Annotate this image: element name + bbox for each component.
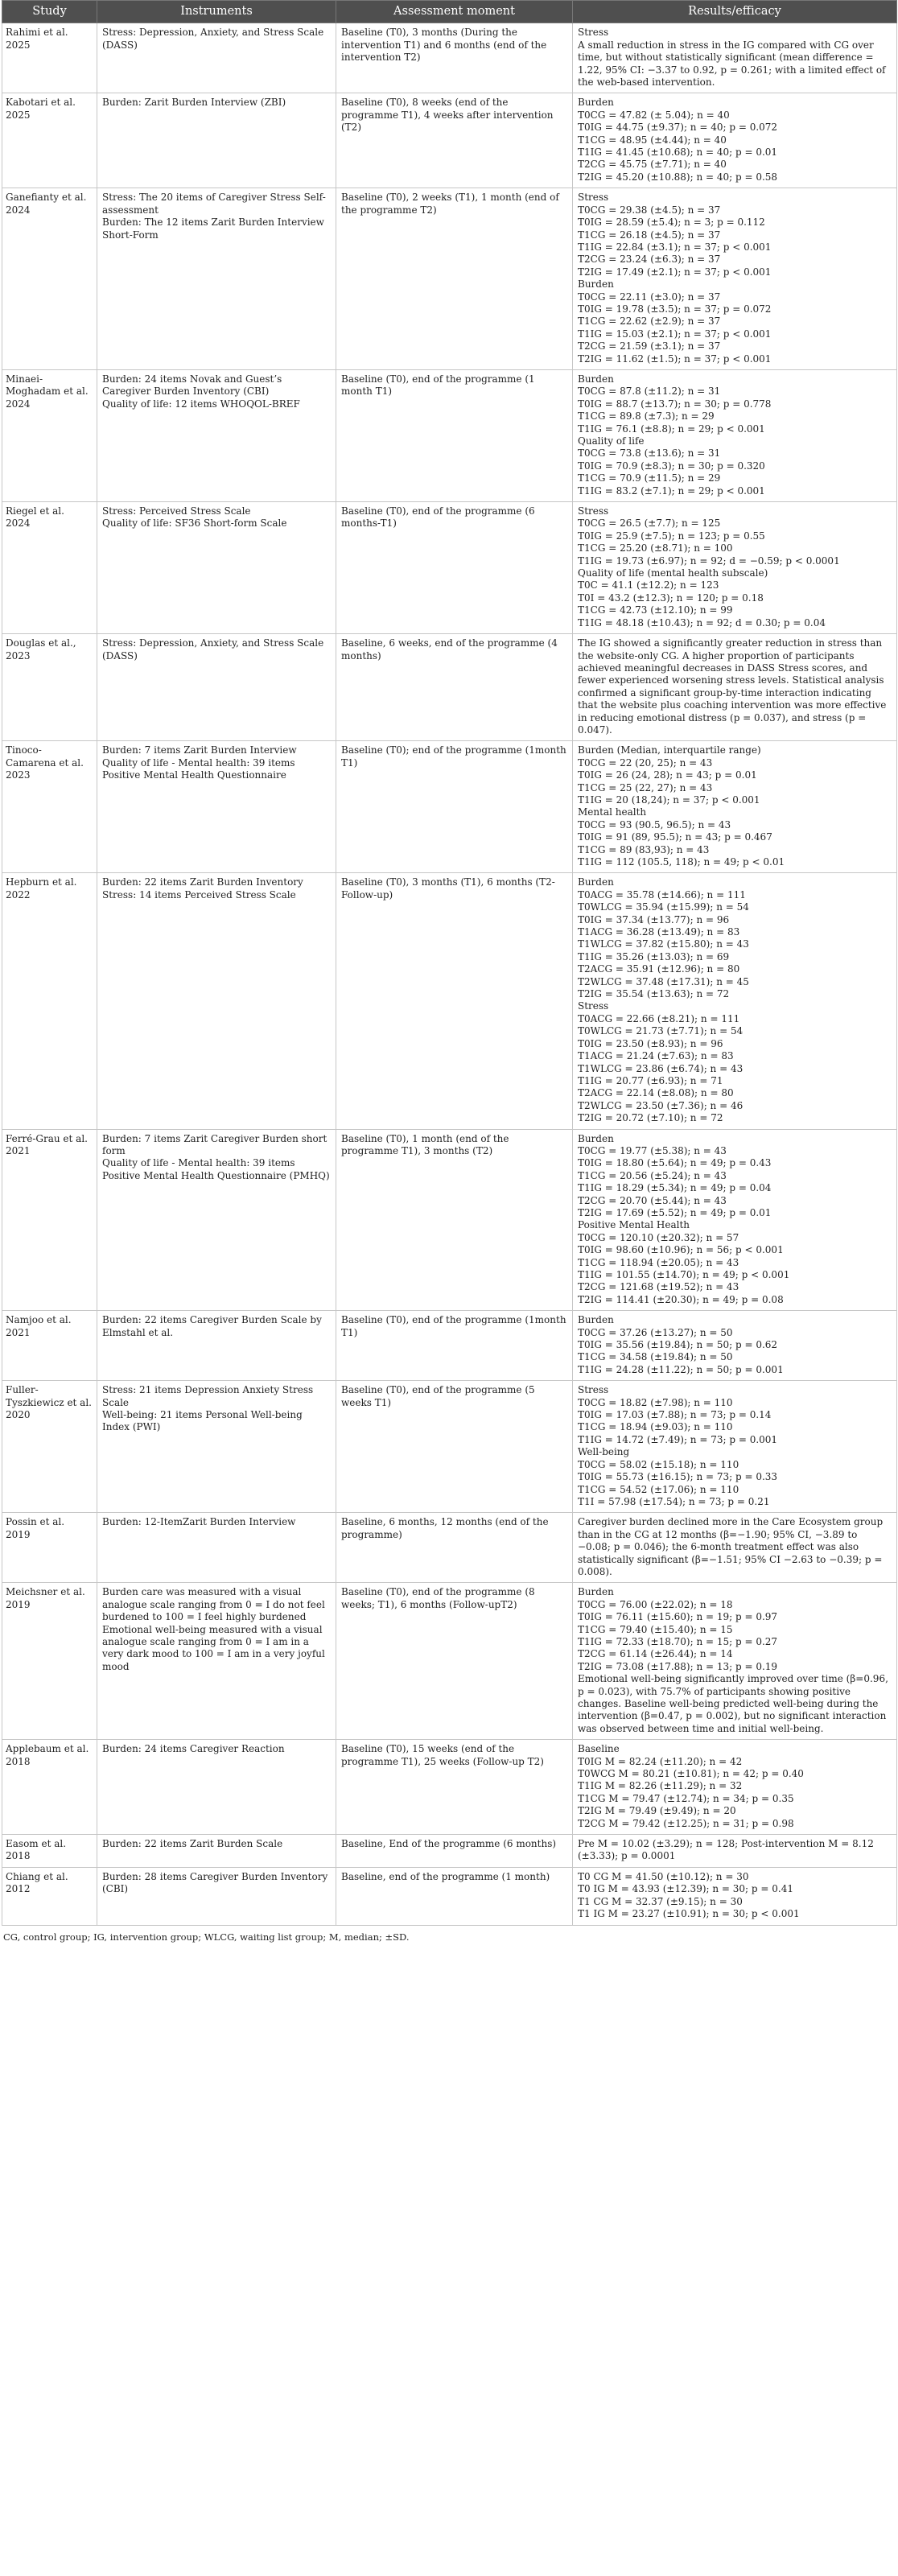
result-line: T2IG = 45.20 (±10.88); n = 40; p = 0.58 [578, 171, 778, 183]
result-line: T1CG = 48.95 (±4.44); n = 40 [578, 134, 727, 146]
result-line: T1IG = 41.45 (±10.68); n = 40; p = 0.01 [578, 146, 778, 159]
result-line: T0CG = 47.82 (± 5.04); n = 40 [578, 109, 730, 121]
result-line: T1CG = 20.56 (±5.24); n = 43 [578, 1169, 727, 1181]
instruments-cell [97, 1311, 336, 1381]
result-line: T0CG = 19.77 (±5.38); n = 43 [578, 1144, 727, 1156]
header-row [2, 1, 897, 23]
table-row [2, 1583, 897, 1740]
instruments-cell [97, 634, 336, 741]
result-line: T1IG = 19.73 (±6.97); n = 92; d = −0.59; p < 0.0001 [578, 554, 840, 567]
assessment-cell: Baseline (T0), 3 months (T1), 6 months (T2-Follow-up) [336, 873, 573, 1129]
result-line: T0WLCG = 21.73 (±7.71); n = 54 [578, 1025, 744, 1037]
results-cell [573, 1129, 897, 1311]
result-line: Baseline [578, 1743, 620, 1755]
study-cell: Meichsner et al. 2019 [2, 1583, 97, 1740]
instrument-line: Burden: 22 items Caregiver Burden Scale by Elmstahl et al. [102, 1314, 322, 1338]
result-line: T2CG M = 79.42 (±12.25); n = 31; p = 0.98 [578, 1817, 794, 1829]
results-cell [573, 1583, 897, 1740]
result-line: T0IG = 70.9 (±8.3); n = 30; p = 0.320 [578, 460, 765, 472]
result-line: T0IG = 37.34 (±13.77); n = 96 [578, 913, 730, 925]
results-cell [573, 369, 897, 501]
results-cell [573, 1740, 897, 1835]
table-row [2, 1129, 897, 1311]
instrument-line: Stress: The 20 items of Caregiver Stress Self-assessment [102, 192, 326, 216]
table-row [2, 873, 897, 1129]
result-line: T1CG = 42.73 (±12.10); n = 99 [578, 604, 733, 616]
results-cell [573, 502, 897, 634]
instruments-cell [97, 188, 336, 370]
result-line: Burden [578, 278, 614, 291]
table-row [2, 634, 897, 741]
result-line: T2IG = 73.08 (±17.88); n = 13; p = 0.19 [578, 1660, 778, 1672]
assessment-cell: Baseline, End of the programme (6 months) [336, 1835, 573, 1868]
result-line: T2WLCG = 23.50 (±7.36); n = 46 [578, 1099, 744, 1111]
result-line: T2CG = 21.59 (±3.1); n = 37 [578, 340, 721, 352]
instruments-cell [97, 1867, 336, 1925]
result-line: T1CG = 25.20 (±8.71); n = 100 [578, 542, 733, 554]
result-line: T2CG = 61.14 (±26.44); n = 14 [578, 1648, 733, 1660]
instruments-cell [97, 502, 336, 634]
result-line: T1CG = 18.94 (±9.03); n = 110 [578, 1421, 733, 1433]
assessment-cell: Baseline (T0), end of the programme (1 month T1) [336, 369, 573, 501]
study-cell: Easom et al. 2018 [2, 1835, 97, 1868]
result-line: Stress [578, 192, 609, 204]
instrument-line: Burden: 24 items Novak and Guest’s Caregiver Burden Inventory (CBI) [102, 373, 282, 398]
study-cell: Minaei-Moghadam et al. 2024 [2, 369, 97, 501]
result-line: T2WLCG = 37.48 (±17.31); n = 45 [578, 975, 749, 987]
result-line: T1IG = 83.2 (±7.1); n = 29; p < 0.001 [578, 484, 765, 497]
instrument-line: Stress: 21 items Depression Anxiety Stress Scale [102, 1384, 314, 1408]
assessment-cell: Baseline (T0), end of the programme (6 months-T1) [336, 502, 573, 634]
result-line: T1WLCG = 37.82 (±15.80); n = 43 [578, 938, 749, 950]
assessment-cell: Baseline, 6 months, 12 months (end of the programme) [336, 1513, 573, 1583]
study-cell: Ferré-Grau et al. 2021 [2, 1129, 97, 1311]
result-line: T2IG = 17.69 (±5.52); n = 49; p = 0.01 [578, 1206, 772, 1218]
study-cell: Tinoco-Camarena et al. 2023 [2, 741, 97, 873]
result-line: T2IG = 17.49 (±2.1); n = 37; p < 0.001 [578, 266, 772, 278]
result-line: T0IG = 19.78 (±3.5); n = 37; p = 0.072 [578, 303, 772, 315]
result-line: T1ACG = 21.24 (±7.63); n = 83 [578, 1050, 734, 1062]
result-line: Burden [578, 1586, 614, 1598]
result-line: T2CG = 23.24 (±6.3); n = 37 [578, 253, 721, 266]
result-line: T2IG = 11.62 (±1.5); n = 37; p < 0.001 [578, 352, 772, 365]
study-cell: Kabotari et al. 2025 [2, 93, 97, 188]
result-line: T0 CG M = 41.50 (±10.12); n = 30 [578, 1870, 749, 1882]
result-line: T0CG = 37.26 (±13.27); n = 50 [578, 1326, 733, 1338]
result-line: T1IG = 76.1 (±8.8); n = 29; p < 0.001 [578, 422, 765, 435]
result-line: Mental health [578, 806, 647, 818]
result-line: T0IG = 28.59 (±5.4); n = 3; p = 0.112 [578, 216, 765, 229]
result-line: T1IG = 14.72 (±7.49); n = 73; p = 0.001 [578, 1433, 778, 1445]
instrument-line: Burden: 7 items Zarit Caregiver Burden short form [102, 1132, 327, 1156]
result-line: T1CG = 70.9 (±11.5); n = 29 [578, 472, 721, 484]
instruments-cell [97, 369, 336, 501]
study-cell: Fuller-Tyszkiewicz et al. 2020 [2, 1381, 97, 1513]
study-cell: Douglas et al., 2023 [2, 634, 97, 741]
result-line: T0ACG = 35.78 (±14.66); n = 111 [578, 888, 746, 901]
result-line: T0IG = 98.60 (±10.96); n = 56; p < 0.001 [578, 1244, 784, 1256]
result-line: Positive Mental Health [578, 1219, 690, 1231]
result-line: T2CG = 20.70 (±5.44); n = 43 [578, 1194, 727, 1206]
result-line: Quality of life (mental health subscale) [578, 567, 768, 579]
result-line: T0CG = 76.00 (±22.02); n = 18 [578, 1598, 733, 1610]
assessment-cell: Baseline (T0), end of the programme (5 weeks T1) [336, 1381, 573, 1513]
assessment-cell: Baseline (T0), 3 months (During the intervention T1) and 6 months (end of the intervention T2) [336, 23, 573, 93]
results-table [2, 0, 897, 1926]
assessment-cell: Baseline (T0); end of the programme (1month T1) [336, 741, 573, 873]
result-line: T1IG = 101.55 (±14.70); n = 49; p < 0.001 [578, 1269, 790, 1280]
study-cell: Chiang et al. 2012 [2, 1867, 97, 1925]
result-line: T0IG = 44.75 (±9.37); n = 40; p = 0.072 [578, 122, 778, 134]
table-row [2, 1513, 897, 1583]
results-cell [573, 634, 897, 741]
result-line: T1IG = 20.77 (±6.93); n = 71 [578, 1074, 723, 1086]
result-line: Caregiver burden declined more in the Care Ecosystem group than in the CG at 12 months (β=−1.90; 95% CI, −3.89 to −0.08; p = 0.046); the 6-month treatment effect was also statistically significant (β=−1.51; 95% CI −2.63 to −0.39; p = 0.008). [578, 1516, 884, 1577]
table-row [2, 1311, 897, 1381]
result-line: T2ACG = 35.91 (±12.96); n = 80 [578, 963, 740, 975]
results-cell [573, 1835, 897, 1868]
results-cell [573, 873, 897, 1129]
result-line: T0IG = 17.03 (±7.88); n = 73; p = 0.14 [578, 1409, 772, 1421]
result-line: T0CG = 18.82 (±7.98); n = 110 [578, 1396, 733, 1408]
result-line: Stress [578, 27, 609, 39]
result-line: Burden (Median, interquartile range) [578, 744, 761, 756]
result-line: T0WCG M = 80.21 (±10.81); n = 42; p = 0.40 [578, 1768, 804, 1780]
result-line: T0CG = 73.8 (±13.6); n = 31 [578, 447, 721, 460]
header-instruments: Instruments [97, 1, 336, 23]
study-cell: Applebaum et al. 2018 [2, 1740, 97, 1835]
instruments-cell [97, 873, 336, 1129]
result-line: T0IG = 76.11 (±15.60); n = 19; p = 0.97 [578, 1611, 778, 1623]
result-line: T0CG = 29.38 (±4.5); n = 37 [578, 204, 721, 216]
instrument-line: Well-being: 21 items Personal Well-being Index (PWI) [102, 1409, 303, 1433]
instrument-line: Burden: 28 items Caregiver Burden Inventory (CBI) [102, 1870, 328, 1895]
result-line: T1CG = 89 (83,93); n = 43 [578, 843, 710, 855]
instrument-line: Quality of life - Mental health: 39 items Positive Mental Health Questionnaire [102, 756, 295, 781]
instruments-cell [97, 93, 336, 188]
instrument-line: Burden: 12-ItemZarit Burden Interview [102, 1516, 296, 1528]
instruments-cell [97, 1835, 336, 1868]
table-row [2, 1381, 897, 1513]
table-row [2, 23, 897, 93]
header-assessment: Assessment moment [336, 1, 573, 23]
result-line: The IG showed a significantly greater reduction in stress than the website-only CG. A higher proportion of participants achieved meaningful decreases in DASS Stress scores, and fewer experienced worsening stress levels. Statistical analysis confirmed a significant group-by-time interaction indicating that the website plus coaching intervention was more effective in reducing emotional distress (p = 0.037), and stress (p = 0.047). [578, 637, 887, 736]
instrument-line: Burden: 7 items Zarit Burden Interview [102, 744, 297, 756]
result-line: T1CG M = 79.47 (±12.74); n = 34; p = 0.35 [578, 1792, 794, 1804]
result-line: T1IG = 35.26 (±13.03); n = 69 [578, 950, 730, 962]
result-line: T0CG = 26.5 (±7.7); n = 125 [578, 517, 721, 530]
result-line: T0IG = 26 (24, 28); n = 43; p = 0.01 [578, 769, 757, 781]
results-cell [573, 23, 897, 93]
table-row [2, 1835, 897, 1868]
result-line: Burden [578, 1314, 614, 1326]
result-line: T0IG = 25.9 (±7.5); n = 123; p = 0.55 [578, 530, 765, 542]
instruments-cell [97, 1583, 336, 1740]
header-results: Results/efficacy [573, 1, 897, 23]
result-line: T1 CG M = 32.37 (±9.15); n = 30 [578, 1895, 743, 1907]
result-line: A small reduction in stress in the IG compared with CG over time, but without statistically significant (mean difference = 1.22, 95% CI: −3.37 to 0.92, p = 0.261; with a limited effect of the web-based intervention. [578, 39, 886, 89]
result-line: T0CG = 87.8 (±11.2); n = 31 [578, 385, 721, 398]
header-study: Study [2, 1, 97, 23]
instrument-line: Quality of life - Mental health: 39 items Positive Mental Health Questionnaire (PMHQ) [102, 1157, 330, 1181]
results-cell [573, 1381, 897, 1513]
result-line: T1I = 57.98 (±17.54); n = 73; p = 0.21 [578, 1495, 770, 1507]
result-line: T1IG = 24.28 (±11.22); n = 50; p = 0.001 [578, 1363, 784, 1375]
assessment-cell: Baseline (T0), 8 weeks (end of the programme T1), 4 weeks after intervention (T2) [336, 93, 573, 188]
result-line: T1IG = 20 (18,24); n = 37; p < 0.001 [578, 793, 760, 806]
result-line: T1IG M = 82.26 (±11.29); n = 32 [578, 1780, 743, 1792]
result-line: T1IG = 15.03 (±2.1); n = 37; p < 0.001 [578, 328, 772, 340]
instrument-line: Quality of life: 12 items WHOQOL-BREF [102, 398, 300, 410]
results-cell [573, 1513, 897, 1583]
table-row [2, 741, 897, 873]
study-cell: Possin et al. 2019 [2, 1513, 97, 1583]
result-line: T0IG = 23.50 (±8.93); n = 96 [578, 1037, 723, 1049]
study-cell: Hepburn et al. 2022 [2, 873, 97, 1129]
results-cell [573, 93, 897, 188]
result-line: T0CG = 22.11 (±3.0); n = 37 [578, 291, 721, 303]
result-line: Burden [578, 1132, 614, 1144]
result-line: T2IG = 35.54 (±13.63); n = 72 [578, 988, 730, 1000]
study-cell: Riegel et al. 2024 [2, 502, 97, 634]
instrument-line: Burden: 22 items Zarit Burden Scale [102, 1838, 283, 1850]
instruments-cell [97, 741, 336, 873]
result-line: T2CG = 121.68 (±19.52); n = 43 [578, 1281, 739, 1293]
instrument-line: Burden: The 12 items Zarit Burden Interview Short-Form [102, 216, 324, 241]
result-line: T2IG = 114.41 (±20.30); n = 49; p = 0.08 [578, 1293, 784, 1305]
result-line: Burden [578, 97, 614, 109]
instrument-line: Burden care was measured with a visual analogue scale ranging from 0 = I do not feel burdened to 100 = I feel highly burdened [102, 1586, 325, 1623]
instruments-cell [97, 1740, 336, 1835]
instruments-cell [97, 1513, 336, 1583]
result-line: T1CG = 25 (22, 27); n = 43 [578, 781, 713, 793]
result-line: T0IG = 55.73 (±16.15); n = 73; p = 0.33 [578, 1471, 778, 1483]
study-cell: Rahimi et al. 2025 [2, 23, 97, 93]
instrument-line: Stress: Depression, Anxiety, and Stress Scale (DASS) [102, 637, 324, 662]
instrument-line: Stress: Perceived Stress Scale [102, 505, 251, 517]
result-line: T0IG = 18.80 (±5.64); n = 49; p = 0.43 [578, 1157, 772, 1169]
table-row [2, 369, 897, 501]
result-line: Pre M = 10.02 (±3.29); n = 128; Post-intervention M = 8.12 (±3.33); p = 0.0001 [578, 1838, 874, 1862]
result-line: T1CG = 89.8 (±7.3); n = 29 [578, 410, 715, 422]
results-cell [573, 188, 897, 370]
result-line: T1IG = 48.18 (±10.43); n = 92; d = 0.30; p = 0.04 [578, 616, 826, 629]
result-line: T0CG = 93 (90.5, 96.5); n = 43 [578, 818, 731, 831]
result-line: T0CG = 22 (20, 25); n = 43 [578, 756, 713, 769]
result-line: Emotional well-being significantly improved over time (β=0.96, p = 0.023), with 75.7% of participants showing positive changes. Baseline well-being predicted well-being during the intervention (β=0.47, p = 0.002), but no significant interaction was observed between time and initial well-being. [578, 1673, 888, 1734]
assessment-cell: Baseline (T0), 15 weeks (end of the programme T1), 25 weeks (Follow-up T2) [336, 1740, 573, 1835]
study-cell: Ganefianty et al. 2024 [2, 188, 97, 370]
result-line: T1IG = 18.29 (±5.34); n = 49; p = 0.04 [578, 1182, 772, 1194]
result-line: Burden [578, 373, 614, 385]
instrument-line: Burden: 22 items Zarit Burden Inventory [102, 876, 303, 888]
assessment-cell: Baseline, end of the programme (1 month) [336, 1867, 573, 1925]
table-row [2, 1867, 897, 1925]
assessment-cell: Baseline (T0), 2 weeks (T1), 1 month (end of the programme T2) [336, 188, 573, 370]
result-line: T2IG M = 79.49 (±9.49); n = 20 [578, 1805, 736, 1817]
result-line: T0ACG = 22.66 (±8.21); n = 111 [578, 1012, 740, 1024]
result-line: Stress [578, 1000, 609, 1012]
result-line: T1CG = 118.94 (±20.05); n = 43 [578, 1256, 739, 1268]
result-line: T1CG = 79.40 (±15.40); n = 15 [578, 1623, 733, 1635]
instruments-cell [97, 1381, 336, 1513]
result-line: T1ACG = 36.28 (±13.49); n = 83 [578, 926, 740, 938]
result-line: T2CG = 45.75 (±7.71); n = 40 [578, 159, 727, 171]
result-line: T0CG = 58.02 (±15.18); n = 110 [578, 1458, 739, 1470]
result-line: T0IG = 88.7 (±13.7); n = 30; p = 0.778 [578, 398, 772, 410]
result-line: Stress [578, 1384, 609, 1396]
instrument-line: Emotional well-being measured with a visual analogue scale ranging from 0 = I am in a very dark mood to 100 = I am in a very joyful mood [102, 1623, 325, 1672]
instrument-line: Stress: Depression, Anxiety, and Stress Scale (DASS) [102, 27, 324, 51]
results-cell [573, 1867, 897, 1925]
table-row [2, 188, 897, 370]
assessment-cell: Baseline (T0), end of the programme (1month T1) [336, 1311, 573, 1381]
result-line: T0WLCG = 35.94 (±15.99); n = 54 [578, 901, 749, 913]
results-cell [573, 741, 897, 873]
instruments-cell [97, 1129, 336, 1311]
table-row [2, 1740, 897, 1835]
result-line: T1IG = 112 (105.5, 118); n = 49; p < 0.01 [578, 856, 785, 868]
study-cell: Namjoo et al. 2021 [2, 1311, 97, 1381]
result-line: T1WLCG = 23.86 (±6.74); n = 43 [578, 1062, 744, 1074]
result-line: T0IG M = 82.24 (±11.20); n = 42 [578, 1755, 743, 1767]
table-footnote: CG, control group; IG, intervention group; WLCG, waiting list group; M, median; ±SD. [3, 1931, 410, 1943]
result-line: Well-being [578, 1446, 630, 1458]
table-row [2, 93, 897, 188]
instruments-cell [97, 23, 336, 93]
result-line: T0CG = 120.10 (±20.32); n = 57 [578, 1231, 739, 1243]
result-line: T1 IG M = 23.27 (±10.91); n = 30; p < 0.001 [578, 1908, 800, 1920]
assessment-cell: Baseline (T0), 1 month (end of the programme T1), 3 months (T2) [336, 1129, 573, 1311]
result-line: T0 IG M = 43.93 (±12.39); n = 30; p = 0.41 [578, 1883, 793, 1895]
result-line: T1CG = 54.52 (±17.06); n = 110 [578, 1483, 739, 1495]
instrument-line: Quality of life: SF36 Short-form Scale [102, 517, 287, 530]
result-line: T0C = 41.1 (±12.2); n = 123 [578, 579, 719, 591]
result-line: T1IG = 22.84 (±3.1); n = 37; p < 0.001 [578, 241, 772, 253]
instrument-line: Stress: 14 items Perceived Stress Scale [102, 888, 296, 901]
instrument-line: Burden: Zarit Burden Interview (ZBI) [102, 97, 286, 109]
result-line: T1CG = 34.58 (±19.84); n = 50 [578, 1351, 733, 1363]
instrument-line: Burden: 24 items Caregiver Reaction [102, 1743, 285, 1755]
result-line: T0IG = 35.56 (±19.84); n = 50; p = 0.62 [578, 1339, 778, 1351]
result-line: Stress [578, 505, 609, 517]
assessment-cell: Baseline (T0), end of the programme (8 weeks; T1), 6 months (Follow-upT2) [336, 1583, 573, 1740]
result-line: T1IG = 72.33 (±18.70); n = 15; p = 0.27 [578, 1635, 778, 1647]
assessment-cell: Baseline, 6 weeks, end of the programme (4 months) [336, 634, 573, 741]
result-line: T0I = 43.2 (±12.3); n = 120; p = 0.18 [578, 591, 764, 604]
result-line: T0IG = 91 (89, 95.5); n = 43; p = 0.467 [578, 831, 772, 843]
result-line: T1CG = 22.62 (±2.9); n = 37 [578, 315, 721, 328]
result-line: T1CG = 26.18 (±4.5); n = 37 [578, 229, 721, 241]
table-row [2, 502, 897, 634]
results-cell [573, 1311, 897, 1381]
result-line: Burden [578, 876, 614, 888]
result-line: T2ACG = 22.14 (±8.08); n = 80 [578, 1087, 734, 1099]
result-line: T2IG = 20.72 (±7.10); n = 72 [578, 1112, 723, 1124]
result-line: Quality of life [578, 435, 645, 447]
